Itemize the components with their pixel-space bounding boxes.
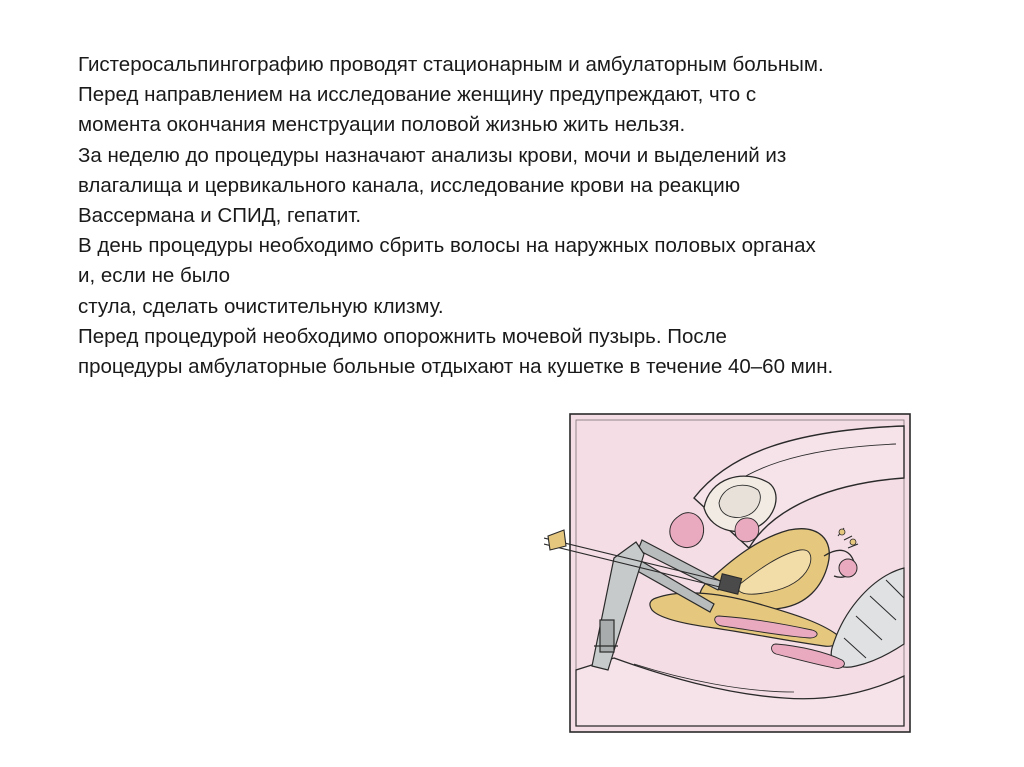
speculum-screw [600,620,614,652]
text-line: Вассермана и СПИД, гепатит. [78,204,362,228]
cannula-handle [548,530,566,550]
illustration-svg [544,408,916,736]
text-line: и, если не было [78,264,231,288]
text-line: момента окончания менструации половой жизнью жить нельзя. [78,113,686,137]
anatomical-illustration [544,408,916,736]
text-line: В день процедуры необходимо сбрить волосы на наружных половых органах [78,234,816,258]
text-line: За неделю до процедуры назначают анализы крови, мочи и выделений из [78,143,787,167]
contrast-dot [850,539,856,545]
pink-tissue-small [735,518,759,542]
text-line: влагалища и цервикального канала, исследование крови на реакцию [78,173,741,197]
ovary-right [839,559,857,577]
text-line: Гистеросальпингографию проводят стационарным и амбулаторным больным. [78,53,824,76]
text-line: процедуры амбулаторные больные отдыхают на кушетке в течение 40–60 мин. [78,355,834,379]
text-line: Перед процедурой необходимо опорожнить мочевой пузырь. После [78,324,727,348]
text-line: Перед направлением на исследование женщину предупреждают, что с [78,83,757,107]
contrast-dot [839,529,845,535]
text-line: стула, сделать очистительную клизму. [78,294,444,318]
slide-body-text [78,50,978,382]
